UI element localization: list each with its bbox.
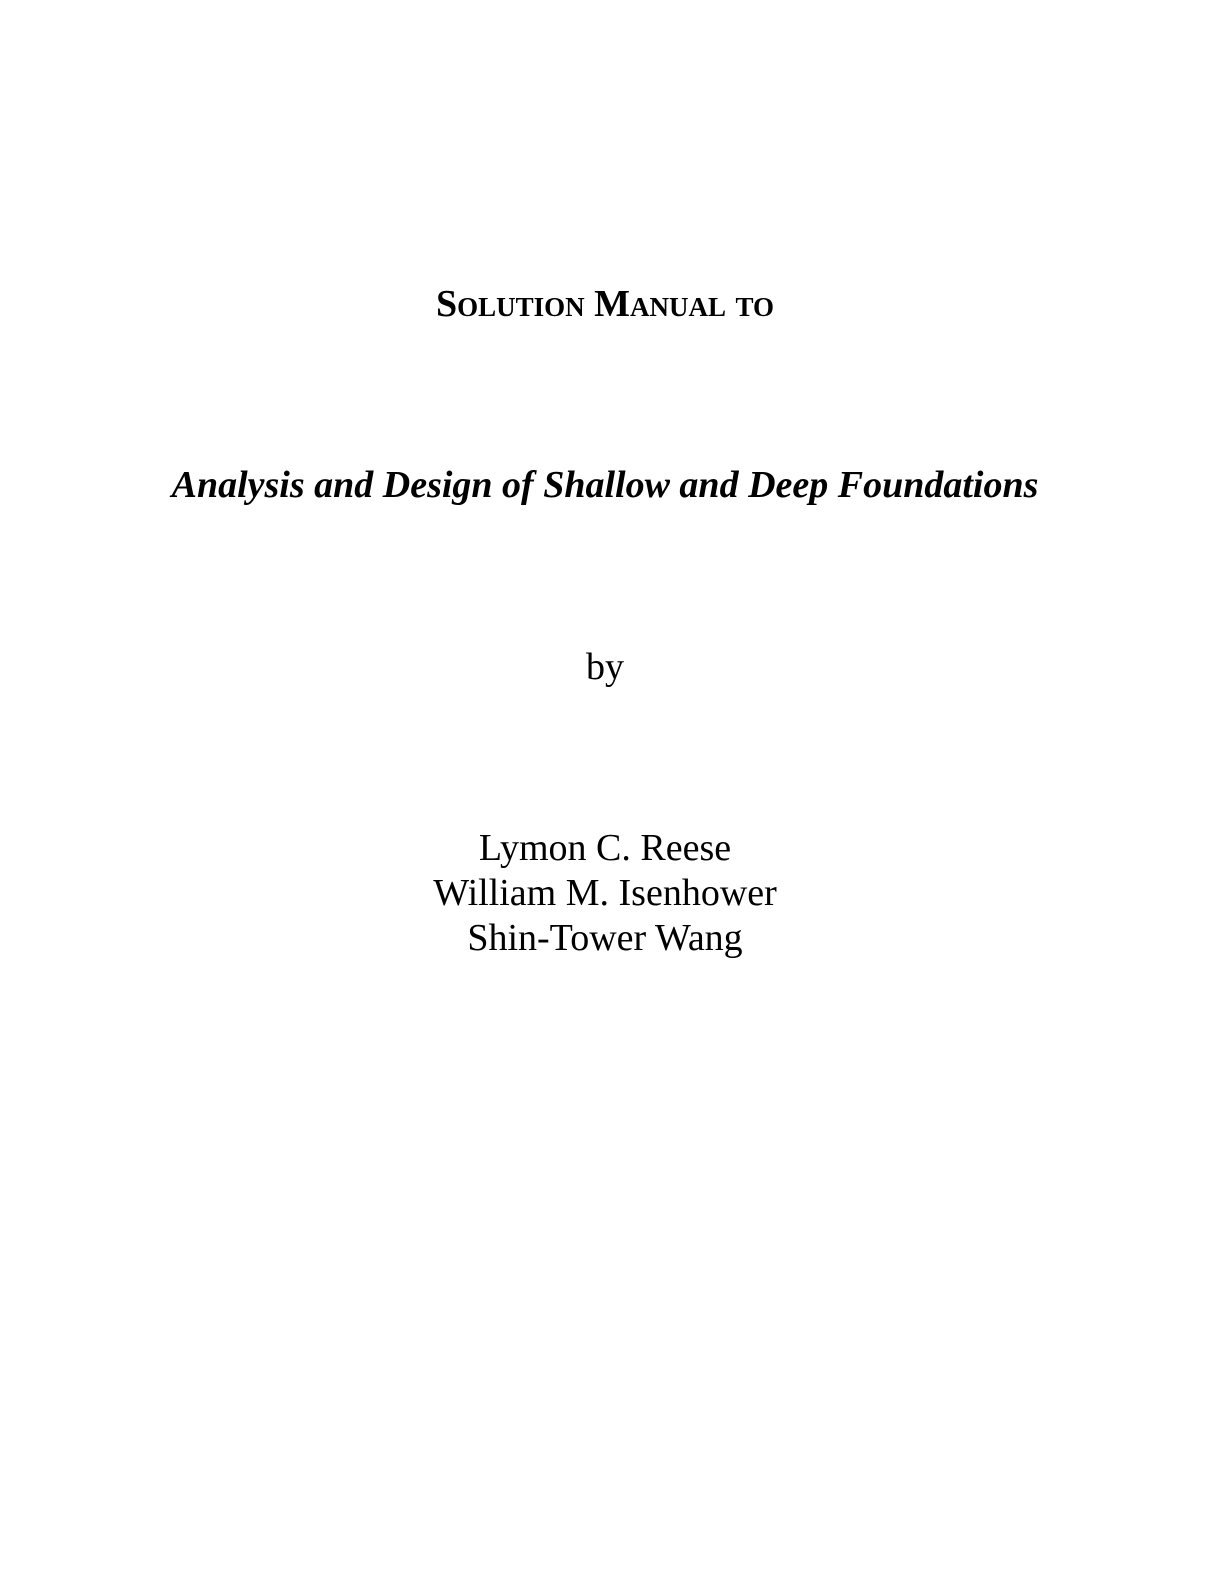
author-name: William M. Isenhower bbox=[433, 872, 777, 914]
book-title: Analysis and Design of Shallow and Deep Foundations bbox=[171, 464, 1039, 506]
author-name: Shin-Tower Wang bbox=[467, 917, 743, 959]
author-name: Lymon C. Reese bbox=[478, 827, 732, 869]
manual-heading: Solution Manual to bbox=[435, 283, 775, 325]
by-line: by bbox=[586, 646, 624, 688]
author-list bbox=[0, 826, 1210, 961]
